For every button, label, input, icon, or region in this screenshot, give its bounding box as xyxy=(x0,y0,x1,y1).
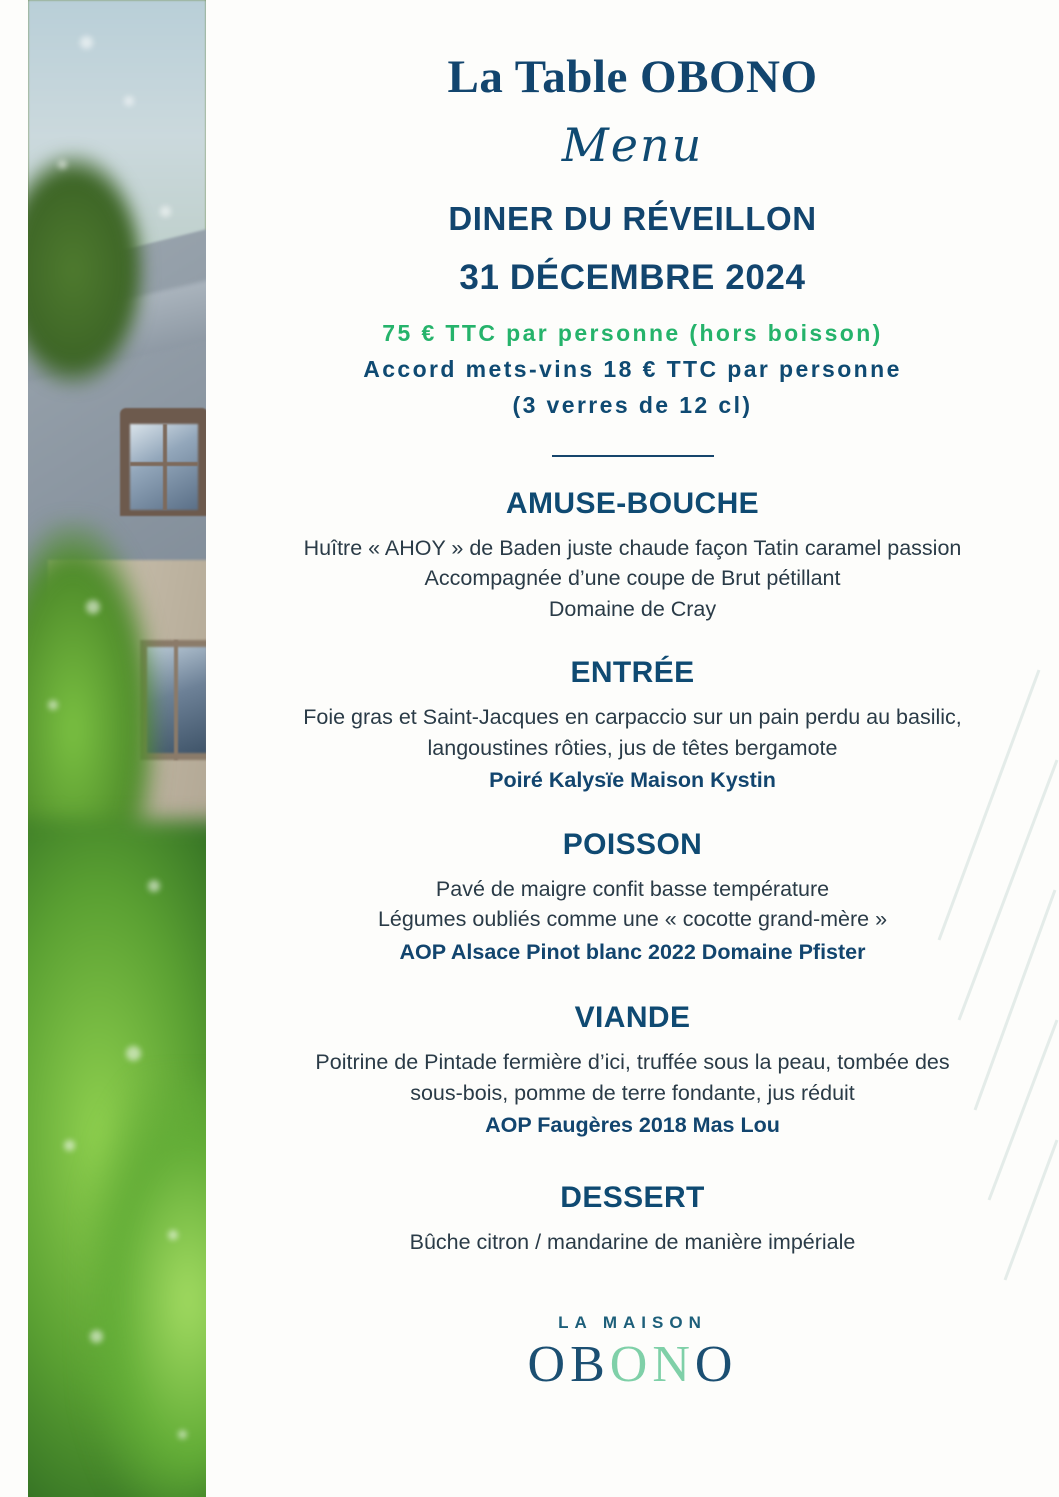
section-line: Foie gras et Saint-Jacques en carpaccio sur un pain perdu au basilic, xyxy=(303,705,962,730)
bokeh-dot xyxy=(58,160,67,169)
photo-dormer-transom xyxy=(130,462,198,466)
photo-window-mullion xyxy=(174,640,178,760)
section-line: langoustines rôties, jus de têtes bergamote xyxy=(427,735,838,760)
section-wine-pairing: Poiré Kalysïe Maison Kystin xyxy=(489,768,776,793)
section-body xyxy=(206,702,1059,763)
section-line: Légumes oubliés comme une « cocotte grand-mère » xyxy=(377,907,888,932)
section-body xyxy=(206,1047,1059,1108)
menu-script-heading: Menu xyxy=(561,117,704,172)
bokeh-dot xyxy=(124,96,134,106)
section-line: Pavé de maigre confit basse température xyxy=(435,876,830,901)
footer-logo-letter: N xyxy=(652,1336,695,1394)
footer-logo-letter: O xyxy=(527,1336,571,1394)
menu-section-viande xyxy=(206,1001,1059,1141)
price-pairing-detail: (3 verres de 12 cl) xyxy=(512,391,753,418)
page-title: La Table OBONO xyxy=(447,51,818,103)
bokeh-dot xyxy=(64,1140,75,1151)
footer-logo-letter: B xyxy=(570,1336,610,1394)
price-pairing: Accord mets-vins 18 € TTC par personne xyxy=(363,355,902,382)
event-title: DINER DU RÉVEILLON xyxy=(448,199,817,237)
section-line: Huître « AHOY » de Baden juste chaude façon Tatin caramel passion xyxy=(303,535,962,560)
section-wine-pairing: AOP Faugères 2018 Mas Lou xyxy=(485,1113,780,1138)
bokeh-dot xyxy=(126,1046,141,1061)
photo-foliage-top xyxy=(28,150,148,390)
section-title: VIANDE xyxy=(574,1001,691,1035)
decorative-photo-strip xyxy=(28,0,206,1497)
section-wine-pairing: AOP Alsace Pinot blanc 2022 Domaine Pfister xyxy=(399,939,866,964)
footer-logo-wordmark xyxy=(206,1335,1059,1394)
section-body xyxy=(206,533,1059,625)
footer-logo-letter: O xyxy=(609,1336,653,1394)
section-divider xyxy=(552,455,714,457)
menu-content xyxy=(206,0,1059,1497)
bokeh-dot xyxy=(148,880,160,892)
section-line: Domaine de Cray xyxy=(548,596,717,621)
footer-logo-letter: O xyxy=(694,1336,738,1394)
bokeh-dot xyxy=(80,36,93,49)
section-title: POISSON xyxy=(562,827,703,861)
section-line: Poitrine de Pintade fermière d’ici, truffée sous la peau, tombée des xyxy=(315,1050,950,1075)
bokeh-dot xyxy=(48,700,58,710)
section-body xyxy=(206,1227,1059,1258)
section-title: ENTRÉE xyxy=(570,656,695,690)
bokeh-dot xyxy=(160,206,171,217)
bokeh-dot xyxy=(90,1330,103,1343)
section-line: sous-bois, pomme de terre fondante, jus réduit xyxy=(410,1080,855,1105)
bokeh-dot xyxy=(168,1230,178,1240)
section-line: Accompagnée d’une coupe de Brut pétillant xyxy=(424,566,841,591)
section-title: AMUSE-BOUCHE xyxy=(505,486,760,520)
photo-foliage-bottom-highlight xyxy=(88,1080,206,1497)
menu-section-dessert xyxy=(206,1181,1059,1258)
menu-section-amuse-bouche xyxy=(206,487,1059,625)
price-main: 75 € TTC par personne (hors boisson) xyxy=(382,319,883,346)
section-body xyxy=(206,874,1059,935)
event-date: 31 DÉCEMBRE 2024 xyxy=(459,257,806,297)
footer-logo-subtitle: LA MAISON xyxy=(558,1313,707,1333)
bokeh-dot xyxy=(86,600,100,614)
section-title: DESSERT xyxy=(560,1180,705,1214)
menu-section-entree xyxy=(206,656,1059,796)
bokeh-dot xyxy=(178,1430,187,1439)
footer-logo xyxy=(206,1313,1059,1394)
menu-section-poisson xyxy=(206,828,1059,968)
photo-dormer-mullion xyxy=(163,424,167,510)
section-line: Bûche citron / mandarine de manière impériale xyxy=(409,1229,856,1254)
